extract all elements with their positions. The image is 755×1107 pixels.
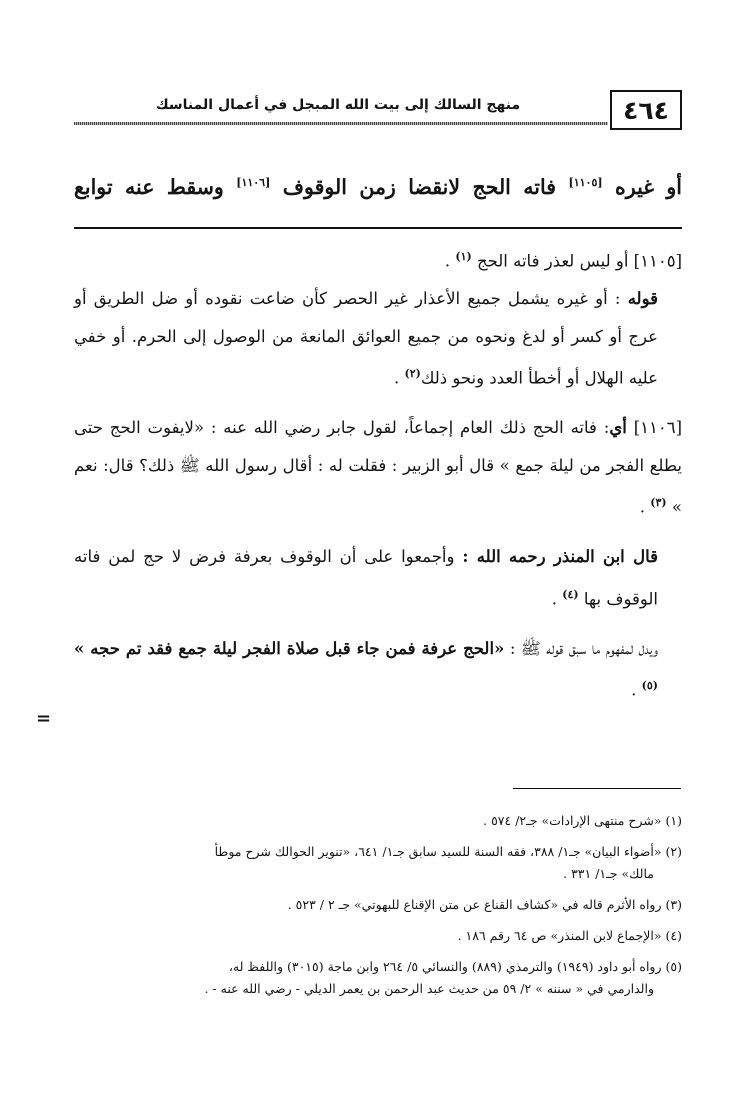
ibn-mundhir-label: قال ابن المنذر رحمه الله :: [462, 547, 659, 566]
footnote-text: رواه الأثرم قاله في «كشاف القناع عن متن الإقناع للبهوتي» جـ ٢ / ٥٢٣ .: [287, 897, 662, 912]
footnote-num: (٥): [665, 959, 682, 974]
commentary: [74, 238, 682, 709]
ibn-mundhir-paragraph: قال ابن المنذر رحمه الله : وأجمعوا على أن الوقوف بعرفة فرض لا حج لمن فاته الوقوف بها $^{(٤)}$ .: [74, 547, 659, 608]
commentary-1106: [١١٠٦] أي: فاته الحج ذلك العام إجماعاً، لقول جابر رضي الله عنه : «لايفوت الحج حتى يطلع الفجر من ليلة جمع » قال أبو الزبير : فقلت له : أقال رسول الله ﷺ ذلك؟ قال: نعم » $^{(٣)}$ .: [74, 418, 683, 517]
page-number: ٤٦٤: [610, 90, 682, 130]
footnote-ref-1: (١): [455, 250, 472, 263]
ibn-mundhir-text: وأجمعوا على أن الوقوف بعرفة فرض لا حج لمن فاته الوقوف بها: [74, 547, 658, 608]
footnote-ref-2: (٢): [404, 367, 421, 380]
footnote-num: (٢): [665, 844, 682, 859]
footnote-num: (١): [665, 813, 682, 828]
footnote-divider: [513, 788, 681, 789]
footnote-3: [74, 894, 682, 916]
footnote-text: «أضواء البيان» جـ١/ ٣٨٨، فقه السنة للسيد سابق جـ١/ ٦٤١، «تنوير الحوالك شرح موطأ: [214, 844, 662, 859]
running-header: [74, 88, 682, 134]
continuation-mark: =: [36, 708, 52, 729]
matn-ref-1105: [١١٠٥]: [568, 176, 603, 190]
matn-line: [74, 175, 682, 199]
mafhum-paragraph: ويدل لمفهوم ما سبق قوله ﷺ : «الحج عرفة فمن جاء قبل صلاة الفجر ليلة جمع فقد تم حجه » $^{(٥)}$ .: [74, 638, 659, 700]
footnote-ref-5: (٥): [641, 679, 658, 692]
footnote-4: [74, 925, 682, 947]
footnote-5: [74, 956, 682, 1000]
footnote-2: [74, 841, 682, 885]
footnote-text: رواه أبو داود (١٩٤٩) والترمذي (٨٨٩) والنسائي ٥/ ٢٦٤ وابن ماجة (٣٠١٥) واللفظ له،: [228, 959, 662, 974]
footnote-ref-4: (٤): [562, 587, 579, 601]
footnote-text: «شرح منتهى الإرادات» جـ٢/ ٥٧٤ .: [483, 813, 662, 828]
footnote-1: [74, 810, 682, 832]
ref-tag-1106: [١١٠٦]: [633, 418, 683, 437]
ref-tag-1105: [١١٠٥]: [633, 251, 682, 271]
matn-text-2: فاته الحج لانقضا زمن الوقوف: [282, 175, 557, 199]
running-title: منهج السالك إلى بيت الله المبجل في أعمال المناسك: [155, 97, 521, 113]
qawluh-text: : أو غيره يشمل جميع الأعذار غير الحصر كأن ضاعت نقوده أو ضل الطريق أو عرج أو كسر أو لدغ ونحوه من جميع العوائق المانعة من الوصول إلى الحرم. أو خفي عليه الهلال أو أخطأ العدد ونحو ذلك: [74, 289, 658, 388]
footnote-text-cont: مالك» جـ١/ ٣٣١ .: [563, 866, 654, 881]
footnotes: [74, 810, 682, 1009]
footnote-ref-3: (٣): [650, 496, 667, 509]
commentary-1105: [١١٠٥] أو ليس لعذر فاته الحج $^{(١)}$ .: [444, 250, 682, 271]
matn-ref-1106: [١١٠٦]: [236, 176, 271, 190]
footnote-text-cont: والدارمي في « سننه » ٢/ ٥٩ من حديث عبد الرحمن بن يعمر الديلي - رضي الله عنه - .: [204, 981, 654, 996]
mafhum-text: ويدل لمفهوم ما سبق قوله ﷺ :: [509, 638, 659, 658]
matn-text-3: وسقط عنه توابع: [74, 175, 224, 199]
header-rule: [74, 122, 608, 125]
footnote-text: «الإجماع لابن المنذر» ص ٦٤ رقم ١٨٦ .: [457, 928, 662, 943]
commentary-1105-text: أو ليس لعذر فاته الحج: [476, 251, 629, 271]
qawluh-paragraph: قوله : أو غيره يشمل جميع الأعذار غير الحصر كأن ضاعت نقوده أو ضل الطريق أو عرج أو كسر أو لدغ ونحوه من جميع العوائق المانعة من الوصول إلى الحرم. أو خفي عليه الهلال أو أخطأ العدد ونحو ذلك$^{(٢)}$ .: [74, 289, 658, 388]
ay-label: أي: [609, 418, 627, 437]
footnote-num: (٤): [665, 928, 682, 943]
hadith-text: «الحج عرفة فمن جاء قبل صلاة الفجر ليلة جمع فقد تم حجه »: [74, 638, 505, 658]
commentary-1106-text: : فاته الحج ذلك العام إجماعاً، لقول جابر رضي الله عنه : «لايفوت الحج حتى يطلع الفجر من ليلة جمع » قال أبو الزبير : فقلت له : أقال رسول الله ﷺ ذلك؟ قال: نعم »: [74, 418, 682, 517]
qawluh-label: قوله: [627, 289, 658, 308]
matn-text-1: أو غيره: [615, 175, 682, 199]
matn-divider: [74, 227, 682, 229]
footnote-num: (٣): [665, 897, 682, 912]
